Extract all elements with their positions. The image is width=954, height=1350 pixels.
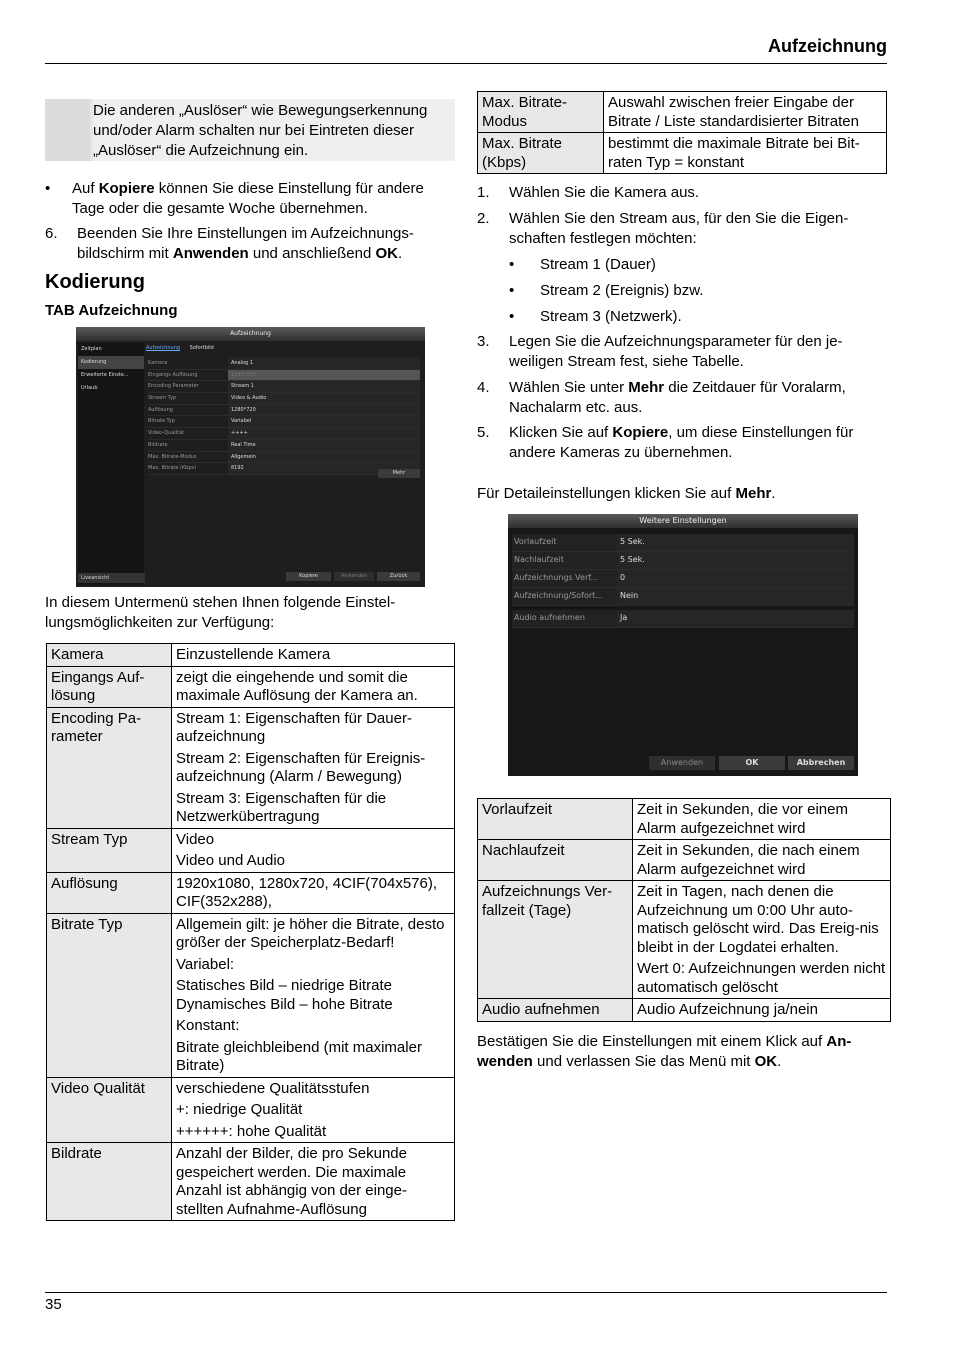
screen2-row-value[interactable]: Nein xyxy=(617,588,854,605)
table-value xyxy=(172,1143,455,1221)
screen1-row-value[interactable]: Video & Audio xyxy=(228,393,420,404)
table-key: Aufzeichnungs Ver-fallzeit (Tage) xyxy=(478,881,633,999)
screen2-row[interactable] xyxy=(512,534,854,552)
closing-text: Bestätigen Sie die Einstellungen mit einem Klick auf An-wenden und verlassen Sie das Menü mit OK. xyxy=(477,1033,852,1070)
screen1-menu xyxy=(78,343,144,585)
table-value xyxy=(633,999,891,1022)
table-row xyxy=(478,133,887,174)
table-value-line: Variabel: xyxy=(176,955,235,973)
table-key: Video Qualität xyxy=(47,1077,172,1143)
screen1-row-value[interactable]: Variabel xyxy=(228,416,420,427)
screen2-row-label: Nachlaufzeit xyxy=(512,552,617,569)
screen1-row-value[interactable]: Allgemein xyxy=(228,452,420,463)
table-value-line: Einzustellende Kamera xyxy=(176,646,331,663)
menu-item[interactable]: Zeitplan xyxy=(81,346,102,352)
table-value xyxy=(172,828,455,872)
table-value-line: Video und Audio xyxy=(176,852,285,869)
table-key: Stream Typ xyxy=(47,828,172,872)
table-row xyxy=(47,644,455,667)
menu-item[interactable]: Erweiterte Einste... xyxy=(81,372,129,378)
page-number: 35 xyxy=(45,1296,62,1313)
live-view-button[interactable]: Liveansicht xyxy=(78,573,145,583)
table-row xyxy=(478,840,891,881)
table-key: Encoding Pa-rameter xyxy=(47,707,172,828)
table-value-line: Audio Aufzeichnung ja/nein xyxy=(637,1001,818,1018)
table-value-line: ++++++: hohe Qualität xyxy=(176,1122,327,1140)
screen1-row-value[interactable]: Analog 1 xyxy=(228,358,420,369)
screen1-row[interactable] xyxy=(148,358,420,370)
table-value xyxy=(633,799,891,840)
table-row xyxy=(478,999,891,1022)
screen1-row-label: Bitrate Typ xyxy=(148,418,175,425)
settings-table xyxy=(46,643,455,1221)
table-row xyxy=(47,707,455,828)
table-value-line: Bitrate gleichbleibend (mit maximaler Bitrate) xyxy=(176,1038,422,1074)
bullet-dot-icon: • xyxy=(45,180,51,197)
screen2-row-label: Aufzeichnungs Verf... xyxy=(512,570,617,587)
screen2-row-label: Audio aufnehmen xyxy=(512,610,617,627)
table-row xyxy=(478,92,887,133)
screen1-row-value[interactable]: 1280*720 xyxy=(228,370,420,381)
table-row xyxy=(47,1077,455,1143)
screen1-title: Aufzeichnung xyxy=(76,327,425,341)
table-value-line: Allgemein gilt: je höher die Bitrate, desto größer der Speicherplatz-Bedarf! xyxy=(176,915,445,951)
detail-text: Für Detaileinstellungen klicken Sie auf Mehr. xyxy=(477,485,776,502)
table-value xyxy=(172,644,455,667)
table-value xyxy=(172,872,455,913)
section-heading: Kodierung xyxy=(45,271,145,293)
screen2-row-label: Aufzeichnung/Sofort... xyxy=(512,588,617,605)
more-button[interactable]: Mehr xyxy=(378,469,420,478)
cancel-button[interactable]: Abbrechen xyxy=(788,756,854,770)
table-value xyxy=(172,913,455,1077)
menu-item-active[interactable]: Kodierung xyxy=(78,356,144,369)
menu-item[interactable]: Urlaub xyxy=(81,385,98,391)
screen1-row-label: Stream Typ xyxy=(148,395,177,402)
screen2-row[interactable] xyxy=(512,570,854,588)
screen2-row[interactable] xyxy=(512,610,854,628)
table-value-line: Zeit in Tagen, nach denen die Aufzeichnung um 0:00 Uhr auto-matisch gelöscht wird. Das Ereig-nis bleibt in der Logdatei erhalten. xyxy=(637,883,879,956)
screen1-row[interactable] xyxy=(148,381,420,393)
tab-recording[interactable]: Aufzeichnung xyxy=(146,345,181,351)
screen2-row-value[interactable]: Ja xyxy=(617,610,854,627)
screen1-tabs xyxy=(146,345,214,351)
screen1-row-label: Bildrate xyxy=(148,441,168,448)
bullet-dot-icon: • xyxy=(509,308,515,325)
table-value xyxy=(172,707,455,828)
table-value-line: Stream 1: Eigenschaften für Dauer-aufzeichnung xyxy=(176,709,412,745)
table-value-line: Zeit in Sekunden, die vor einem Alarm aufgezeichnet wird xyxy=(637,801,848,837)
copy-button[interactable]: Kopiere xyxy=(286,572,331,581)
screen1-row-value[interactable]: ++++ xyxy=(228,428,420,439)
table-key: Audio aufnehmen xyxy=(478,999,633,1022)
table-value-line: Auswahl zwischen freier Eingabe der Bitrate / Liste standardisierter Bitraten xyxy=(608,94,859,130)
table-key: Max. Bitrate (Kbps) xyxy=(478,133,604,174)
apply-button[interactable]: Anwenden xyxy=(649,756,715,770)
screen1-row-value[interactable]: Real Time xyxy=(228,440,420,451)
table-row xyxy=(47,666,455,707)
apply-button[interactable]: Anwenden xyxy=(334,572,374,581)
screen2-row-value[interactable]: 5 Sek. xyxy=(617,534,854,551)
table-key: Max. Bitrate-Modus xyxy=(478,92,604,133)
table-value-line: Statisches Bild – niedrige Bitrate Dynamisches Bild – hohe Bitrate xyxy=(176,977,393,1013)
table-row xyxy=(47,1143,455,1221)
bitrate-table xyxy=(477,91,887,174)
more-settings-screenshot xyxy=(508,514,858,776)
table-value-line: Anzahl der Bilder, die pro Sekunde gespeichert werden. Die maximale Anzahl ist abhängig von der einge-stellten Aufnahme-Auflösung xyxy=(176,1145,407,1218)
table-value-line: 1920x1080, 1280x720, 4CIF(704x576), CIF(352x288), xyxy=(176,874,438,910)
intro-text: In diesem Untermenü stehen Ihnen folgende Einstel-lungsmöglichkeiten zur Verfügung: xyxy=(45,594,396,631)
screen1-row-label: Encoding Parameter xyxy=(148,383,199,390)
table-row xyxy=(47,872,455,913)
screen1-row[interactable] xyxy=(148,405,420,417)
table-value-line: Zeit in Sekunden, die nach einem Alarm aufgezeichnet wird xyxy=(637,842,860,878)
table-key: Bitrate Typ xyxy=(47,913,172,1077)
table-value xyxy=(172,1077,455,1143)
sub-heading: TAB Aufzeichnung xyxy=(45,302,178,319)
screen1-row-label: Auflösung xyxy=(148,406,173,413)
table-value xyxy=(604,133,887,174)
screen1-row-label: Kamera xyxy=(148,360,168,366)
table-row xyxy=(47,828,455,872)
screen2-rows xyxy=(512,534,854,628)
table-value-line: Wert 0: Aufzeichnungen werden nicht automatisch gelöscht xyxy=(637,960,886,996)
table-value-line: Stream 3: Eigenschaften für die Netzwerkübertragung xyxy=(176,789,387,825)
note-bar xyxy=(45,99,90,161)
table-value xyxy=(604,92,887,133)
table-key: Bildrate xyxy=(47,1143,172,1221)
screen1-row-label: Video-Qualität xyxy=(148,430,185,437)
screen1-rows xyxy=(148,358,420,475)
table-key: Vorlaufzeit xyxy=(478,799,633,840)
note-box xyxy=(45,99,455,161)
screen1-row-label: Max. Bitrate (Kbps) xyxy=(148,465,197,472)
screen2-row-value[interactable]: 5 Sek. xyxy=(617,552,854,569)
table-value-line: +: niedrige Qualität xyxy=(176,1101,303,1118)
table-value-line: zeigt die eingehende und somit die maximale Auflösung der Kamera an. xyxy=(176,668,418,704)
screen2-title: Weitere Einstellungen xyxy=(508,514,858,528)
screen1-row-value[interactable]: Stream 1 xyxy=(228,381,420,392)
table-value xyxy=(172,666,455,707)
screen1-row-value[interactable]: 8192 xyxy=(228,463,420,474)
section-title: Aufzeichnung xyxy=(768,36,887,56)
screen1-row[interactable] xyxy=(148,428,420,440)
table-value-line: Stream 2: Eigenschaften für Ereignis-aufzeichnung (Alarm / Bewegung) xyxy=(176,749,426,785)
screen2-row[interactable] xyxy=(512,552,854,570)
screen1-row-label: Max. Bitrate-Modus xyxy=(148,453,197,460)
ok-button[interactable]: OK xyxy=(719,756,785,770)
screen1-row[interactable] xyxy=(148,452,420,464)
table-value-line: verschiedene Qualitätsstufen xyxy=(176,1079,370,1097)
note-text: Die anderen „Auslöser“ wie Bewegungserkennung und/oder Alarm schalten nur bei Eintreten dieser „Auslöser“ die Aufzeichnung ein. xyxy=(93,102,428,159)
tab-snapshot[interactable]: Sofortbild xyxy=(189,345,214,351)
table-key: Eingangs Auf-lösung xyxy=(47,666,172,707)
table-value-line: Konstant: xyxy=(176,1017,240,1034)
table-row xyxy=(478,881,891,999)
screen1-row[interactable] xyxy=(148,370,420,382)
table-row xyxy=(47,913,455,1077)
table-value xyxy=(633,881,891,999)
page-footer xyxy=(45,1292,887,1313)
back-button[interactable]: Zurück xyxy=(377,572,420,581)
table-value-line: bestimmt die maximale Bitrate bei Bit-raten Typ = konstant xyxy=(608,135,860,171)
table-row xyxy=(478,799,891,840)
bullet-dot-icon: • xyxy=(509,282,515,299)
more-settings-table xyxy=(477,798,891,1022)
page-header xyxy=(45,36,887,64)
screen1-row-label: Eingangs Auflösung xyxy=(148,371,198,378)
recording-screenshot xyxy=(76,327,425,587)
table-value xyxy=(633,840,891,881)
bullet-dot-icon: • xyxy=(509,256,515,273)
screen1-row[interactable] xyxy=(148,440,420,452)
screen2-row-value[interactable]: 0 xyxy=(617,570,854,587)
table-key: Nachlaufzeit xyxy=(478,840,633,881)
screen2-row[interactable] xyxy=(512,588,854,606)
table-key: Auflösung xyxy=(47,872,172,913)
screen1-row[interactable] xyxy=(148,393,420,405)
screen1-row-value[interactable]: 1280*720 xyxy=(228,405,420,416)
table-key: Kamera xyxy=(47,644,172,667)
table-value-line: Video xyxy=(176,830,215,848)
screen2-row-label: Vorlaufzeit xyxy=(512,534,617,551)
screen1-row[interactable] xyxy=(148,416,420,428)
